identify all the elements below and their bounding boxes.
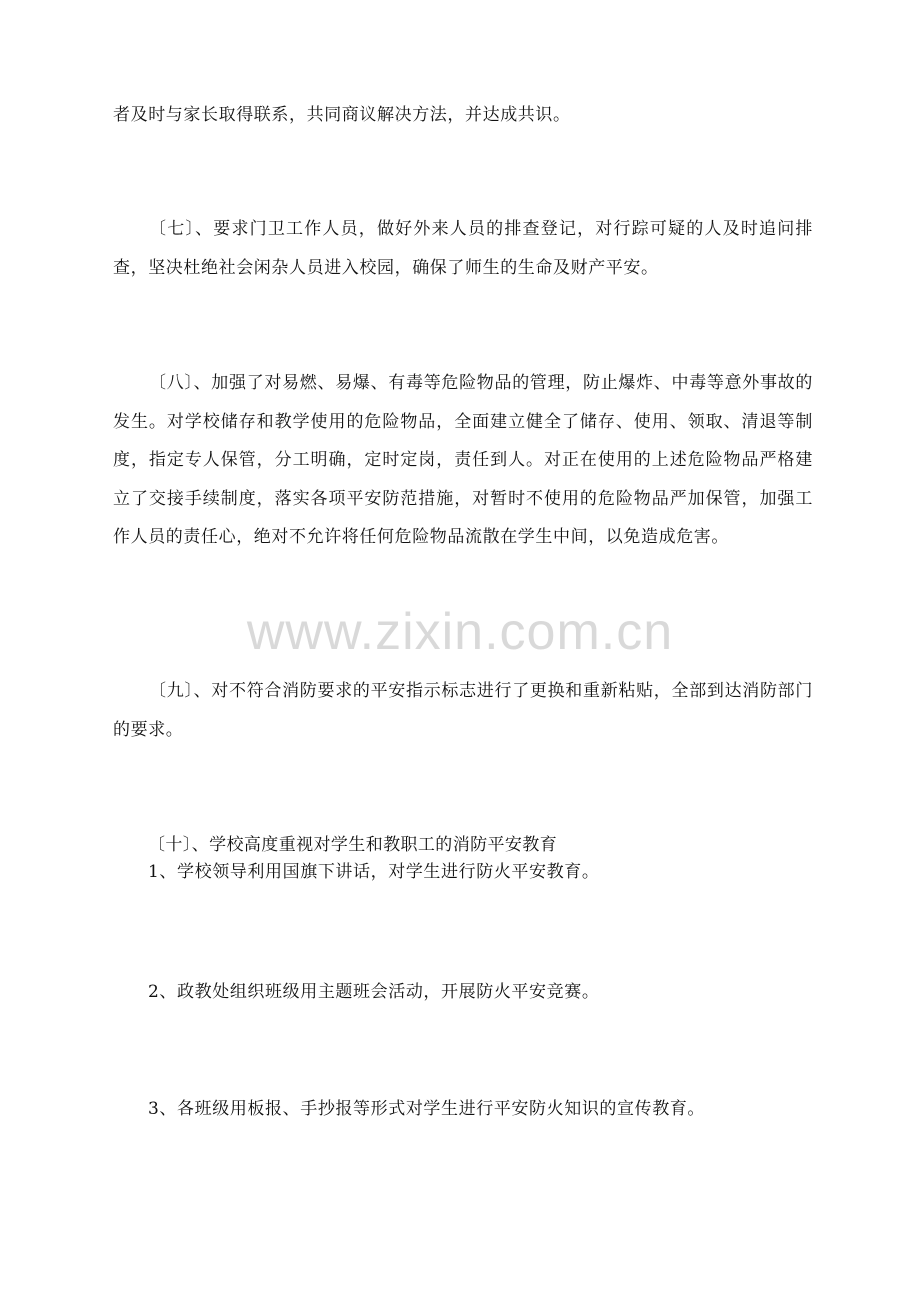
paragraph-seven: 〔七〕、要求门卫工作人员，做好外来人员的排查登记，对行踪可疑的人及时追问排查，坚决杜绝社会闲杂人员进入校园，确保了师生的生命及财产平安。 [113,219,813,278]
paragraph-nine: 〔九〕、对不符合消防要求的平安指示标志进行了更换和重新粘贴，全部到达消防部门的要求。 [113,681,813,740]
paragraph-continuation: 者及时与家长取得联系，共同商议解决方法，并达成共识。 [113,105,571,125]
watermark: www.zixin.com.cn [246,603,674,661]
list-item: 2、政教处组织班级用主题班会活动，开展防火平安竞赛。 [148,982,600,1002]
list-item: 3、各班级用板报、手抄报等形式对学生进行平安防火知识的宣传教育。 [148,1099,706,1119]
section-ten-heading: 〔十〕、学校高度重视对学生和教职工的消防平安教育 [148,835,558,855]
paragraph-eight: 〔八〕、加强了对易燃、易爆、有毒等危险物品的管理，防止爆炸、中毒等意外事故的发生。对学校储存和教学使用的危险物品，全面建立健全了储存、使用、领取、清退等制度，指定专人保管，分工明确，定时定岗，责任到人。对正在使用的上述危险物品严格建立了交接手续制度，落实各项平安防范措施，对暂时不使用的危险物品严加保管，加强工作人员的责任心，绝对不允许将任何危险物品流散在学生中间，以免造成危害。 [113,373,813,547]
list-item: 1、学校领导利用国旗下讲话，对学生进行防火平安教育。 [148,862,600,882]
